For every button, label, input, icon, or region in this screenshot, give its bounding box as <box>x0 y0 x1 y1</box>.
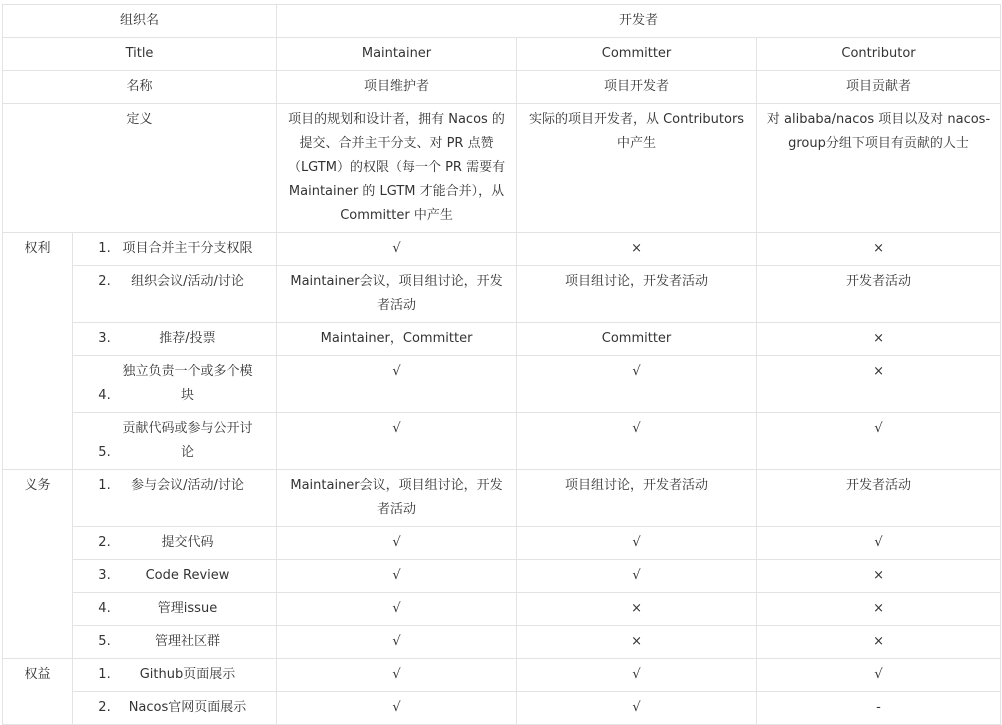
value-cell: 开发者活动 <box>757 470 1001 527</box>
table-row <box>3 233 1001 266</box>
value-cell: √ <box>277 560 517 593</box>
item-label-cell <box>73 527 277 560</box>
item-label: Code Review <box>145 568 230 583</box>
item-number: 1. <box>98 478 111 493</box>
item-number: 5. <box>98 634 111 649</box>
item-label-cell <box>73 413 277 470</box>
table-row <box>3 692 1001 725</box>
item-number: 2. <box>98 700 111 715</box>
definition-committer-cell: 实际的项目开发者，从 Contributors 中产生 <box>517 104 757 233</box>
value-cell: × <box>517 233 757 266</box>
item-number: 4. <box>98 601 111 616</box>
section-label: 权利 <box>3 233 73 470</box>
value-cell: × <box>757 323 1001 356</box>
value-cell: √ <box>517 413 757 470</box>
definition-label-cell: 定义 <box>3 104 277 233</box>
role-cn-committer-cell: 项目开发者 <box>517 71 757 104</box>
item-label-cell <box>73 266 277 323</box>
org-value-cell: 开发者 <box>277 5 1001 38</box>
value-cell: √ <box>757 659 1001 692</box>
item-label-cell <box>73 356 277 413</box>
item-label: 推荐/投票 <box>159 331 216 346</box>
section-label: 权益 <box>3 659 73 725</box>
item-number: 2. <box>98 535 111 550</box>
value-cell: × <box>757 626 1001 659</box>
item-label: 独立负责一个或多个模块 <box>122 364 253 403</box>
title-row <box>3 38 1001 71</box>
table-row <box>3 659 1001 692</box>
value-cell: √ <box>277 233 517 266</box>
definition-maintainer-cell: 项目的规划和设计者，拥有 Nacos 的提交、合并主干分支、对 PR 点赞（LGTM）的权限（每一个 PR 需要有 Maintainer 的 LGTM 才能合并），从 Committer 中产生 <box>277 104 517 233</box>
item-label: 参与会议/活动/讨论 <box>131 478 244 493</box>
value-cell: √ <box>517 560 757 593</box>
value-cell: Maintainer会议，项目组讨论，开发者活动 <box>277 266 517 323</box>
role-cn-maintainer-cell: 项目维护者 <box>277 71 517 104</box>
item-label: 贡献代码或参与公开讨论 <box>122 421 253 460</box>
table-row <box>3 356 1001 413</box>
table-row <box>3 266 1001 323</box>
item-label-cell <box>73 470 277 527</box>
table-row <box>3 593 1001 626</box>
item-label-cell <box>73 233 277 266</box>
item-label: Github页面展示 <box>139 667 236 682</box>
roles-table <box>2 4 1001 725</box>
name-label-cell: 名称 <box>3 71 277 104</box>
value-cell: √ <box>517 659 757 692</box>
definition-contributor-cell: 对 alibaba/nacos 项目以及对 nacos-group分组下项目有贡献的人士 <box>757 104 1001 233</box>
table-row <box>3 527 1001 560</box>
value-cell: √ <box>517 692 757 725</box>
item-label: 组织会议/活动/讨论 <box>131 274 244 289</box>
item-number: 4. <box>98 388 111 403</box>
title-label-cell: Title <box>3 38 277 71</box>
value-cell: √ <box>277 356 517 413</box>
role-maintainer-cell: Maintainer <box>277 38 517 71</box>
item-label-cell <box>73 323 277 356</box>
value-cell: × <box>517 593 757 626</box>
item-label: 项目合并主干分支权限 <box>122 241 253 256</box>
value-cell: Maintainer，Committer <box>277 323 517 356</box>
table-row <box>3 560 1001 593</box>
item-number: 5. <box>98 445 111 460</box>
table-row <box>3 413 1001 470</box>
value-cell: 项目组讨论，开发者活动 <box>517 266 757 323</box>
value-cell: √ <box>757 413 1001 470</box>
role-cn-contributor-cell: 项目贡献者 <box>757 71 1001 104</box>
role-contributor-cell: Contributor <box>757 38 1001 71</box>
value-cell: √ <box>517 356 757 413</box>
item-label: Nacos官网页面展示 <box>128 700 247 715</box>
value-cell: - <box>757 692 1001 725</box>
item-label-cell <box>73 659 277 692</box>
item-label-cell <box>73 593 277 626</box>
item-number: 2. <box>98 274 111 289</box>
item-label: 提交代码 <box>161 535 214 550</box>
table-row <box>3 626 1001 659</box>
value-cell: × <box>757 560 1001 593</box>
value-cell: Committer <box>517 323 757 356</box>
value-cell: × <box>757 593 1001 626</box>
value-cell: √ <box>277 659 517 692</box>
item-label: 管理issue <box>157 601 218 616</box>
table-row <box>3 470 1001 527</box>
roles-table-body <box>3 5 1001 725</box>
definition-row <box>3 104 1001 233</box>
value-cell: × <box>517 626 757 659</box>
value-cell: √ <box>277 626 517 659</box>
item-number: 1. <box>98 667 111 682</box>
value-cell: √ <box>277 692 517 725</box>
value-cell: × <box>757 356 1001 413</box>
value-cell: 项目组讨论，开发者活动 <box>517 470 757 527</box>
value-cell: √ <box>277 527 517 560</box>
value-cell: Maintainer会议，项目组讨论，开发者活动 <box>277 470 517 527</box>
section-label: 义务 <box>3 470 73 659</box>
item-label: 管理社区群 <box>154 634 220 649</box>
role-committer-cell: Committer <box>517 38 757 71</box>
item-label-cell <box>73 692 277 725</box>
item-label-cell <box>73 626 277 659</box>
org-label-cell: 组织名 <box>3 5 277 38</box>
org-row <box>3 5 1001 38</box>
name-row <box>3 71 1001 104</box>
value-cell: √ <box>277 593 517 626</box>
value-cell: √ <box>517 527 757 560</box>
item-label-cell <box>73 560 277 593</box>
value-cell: × <box>757 233 1001 266</box>
value-cell: √ <box>277 413 517 470</box>
item-number: 3. <box>98 568 111 583</box>
value-cell: √ <box>757 527 1001 560</box>
item-number: 3. <box>98 331 111 346</box>
item-number: 1. <box>98 241 111 256</box>
table-row <box>3 323 1001 356</box>
value-cell: 开发者活动 <box>757 266 1001 323</box>
